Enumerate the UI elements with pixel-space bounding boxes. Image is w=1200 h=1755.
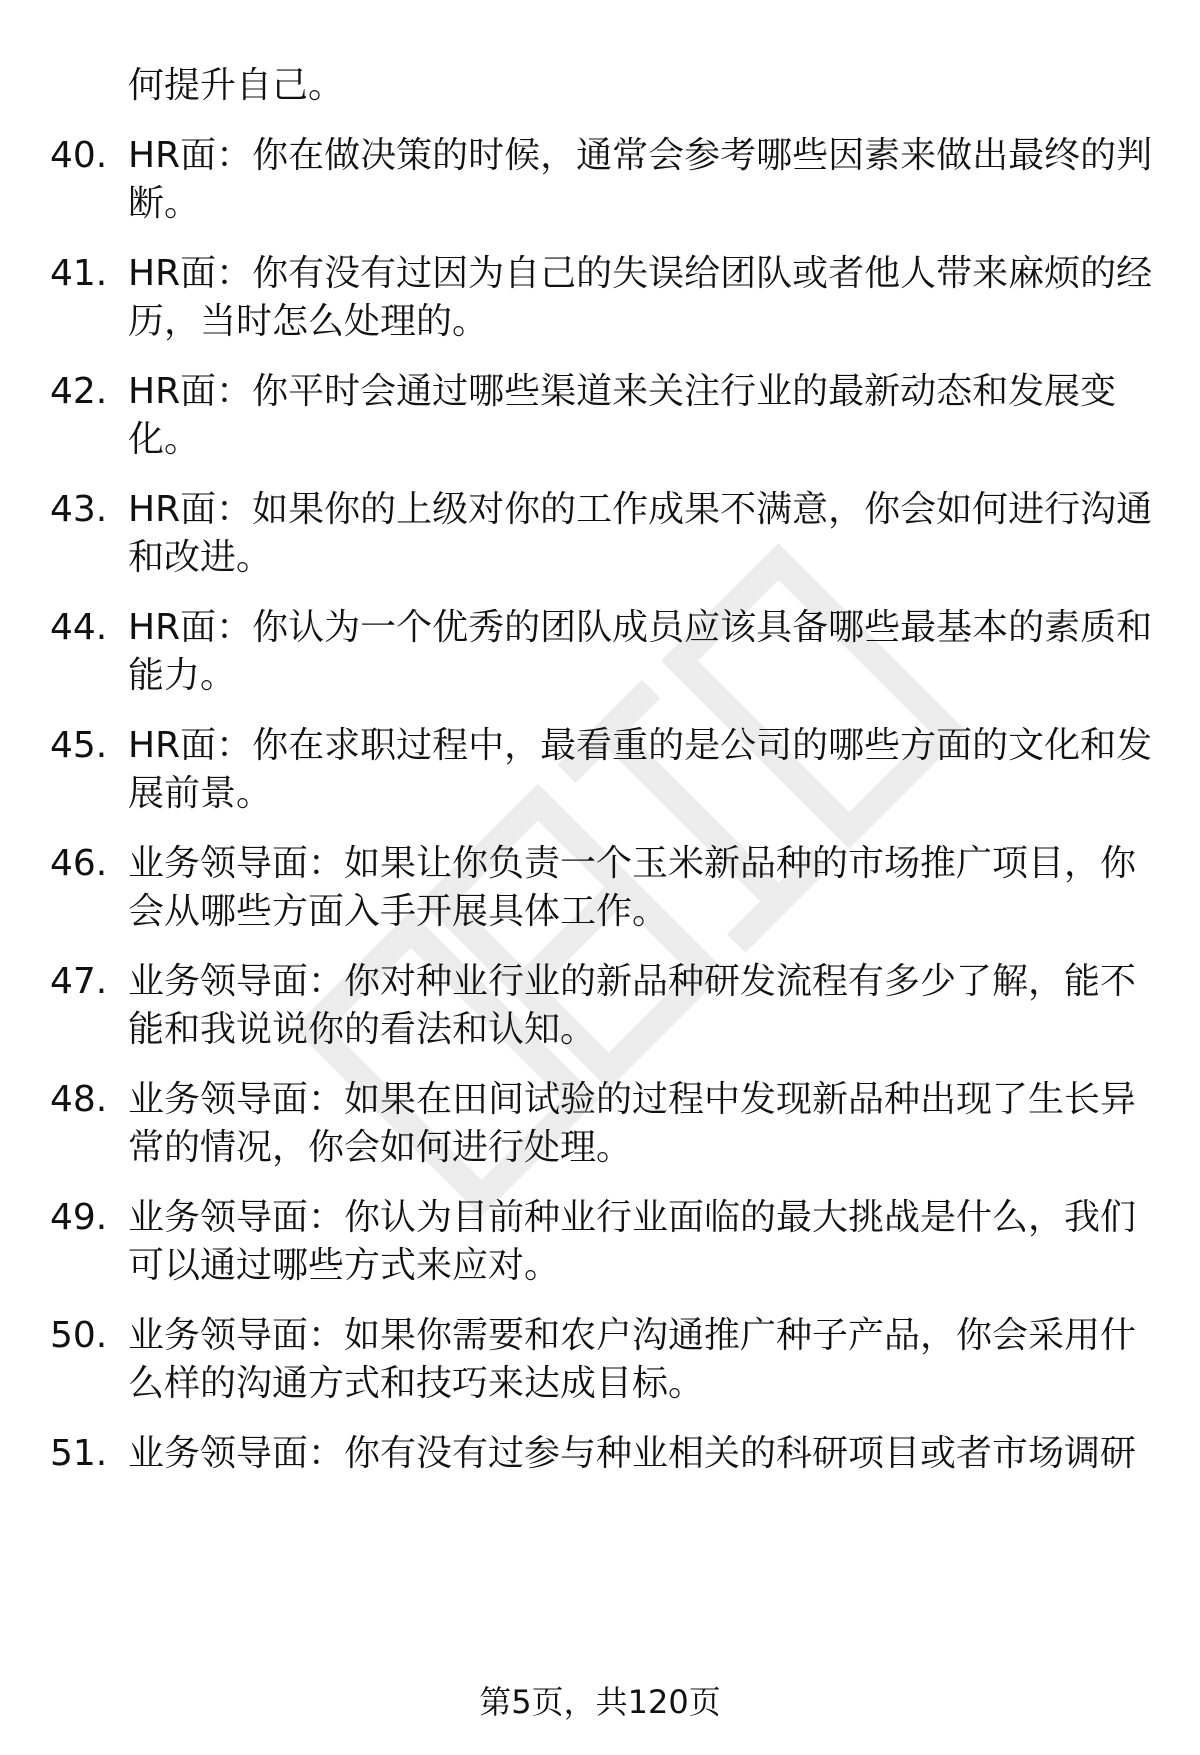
- item-text-line: 业务领导面：你对种业行业的新品种研发流程有多少了解，能不: [128, 961, 1137, 1002]
- item-number: 51.: [50, 1433, 108, 1474]
- item-text-line: 能力。: [128, 655, 237, 696]
- list-item: [0, 958, 1200, 1054]
- item-number: 49.: [50, 1197, 108, 1238]
- item-text-line: HR面：你平时会通过哪些渠道来关注行业的最新动态和发展变: [128, 371, 1117, 412]
- item-text-line: 会从哪些方面入手开展具体工作。: [128, 891, 669, 932]
- item-text-line: 断。: [128, 183, 201, 224]
- list-item: [0, 486, 1200, 582]
- list-item: [0, 840, 1200, 936]
- list-item: [0, 368, 1200, 464]
- item-number: 48.: [50, 1079, 108, 1120]
- item-text-line: 和改进。: [128, 537, 273, 578]
- item-text-line: HR面：你在做决策的时候，通常会参考哪些因素来做出最终的判: [128, 135, 1153, 176]
- item-text-line: HR面：你有没有过因为自己的失误给团队或者他人带来麻烦的经: [128, 253, 1153, 294]
- item-number: 44.: [50, 607, 108, 648]
- item-text-line: 展前景。: [128, 773, 273, 814]
- item-number: 46.: [50, 843, 108, 884]
- list-item: [0, 1430, 1200, 1526]
- item-text-line: 可以通过哪些方式来应对。: [128, 1245, 561, 1286]
- item-text-line: 历，当时怎么处理的。: [128, 301, 489, 342]
- list-item: [0, 604, 1200, 700]
- item-number: 40.: [50, 135, 108, 176]
- item-number: 45.: [50, 725, 108, 766]
- list-item: [0, 1312, 1200, 1408]
- list-item: [0, 132, 1200, 228]
- item-number: 42.: [50, 371, 108, 412]
- item-text-line: 业务领导面：如果你需要和农户沟通推广种子产品，你会采用什: [128, 1315, 1137, 1356]
- item-number: 41.: [50, 253, 108, 294]
- item-number: 50.: [50, 1315, 108, 1356]
- list-item: [0, 722, 1200, 818]
- item-text-line: HR面：你认为一个优秀的团队成员应该具备哪些最基本的素质和: [128, 607, 1153, 648]
- list-item: [0, 250, 1200, 346]
- item-text-line: 化。: [128, 419, 201, 460]
- item-text-line: HR面：如果你的上级对你的工作成果不满意，你会如何进行沟通: [128, 489, 1153, 530]
- item-text-line: 业务领导面：如果让你负责一个玉米新品种的市场推广项目，你: [128, 843, 1137, 884]
- item-text-line: 么样的沟通方式和技巧来达成目标。: [128, 1363, 705, 1404]
- item-text-line: 能和我说说你的看法和认知。: [128, 1009, 597, 1050]
- list-item: [0, 1194, 1200, 1290]
- continuation-text: 何提升自己。: [128, 65, 345, 106]
- page-footer: 第5页，共120页: [479, 1683, 721, 1721]
- item-number: 43.: [50, 489, 108, 530]
- item-number: 47.: [50, 961, 108, 1002]
- item-text-line: 常的情况，你会如何进行处理。: [128, 1127, 633, 1168]
- item-text-line: 业务领导面：如果在田间试验的过程中发现新品种出现了生长异: [128, 1079, 1137, 1120]
- list-item: [0, 1076, 1200, 1172]
- item-text-line: HR面：你在求职过程中，最看重的是公司的哪些方面的文化和发: [128, 725, 1153, 766]
- item-text-line: 业务领导面：你认为目前种业行业面临的最大挑战是什么，我们: [128, 1197, 1137, 1238]
- item-text-line: 业务领导面：你有没有过参与种业相关的科研项目或者市场调研: [128, 1433, 1137, 1474]
